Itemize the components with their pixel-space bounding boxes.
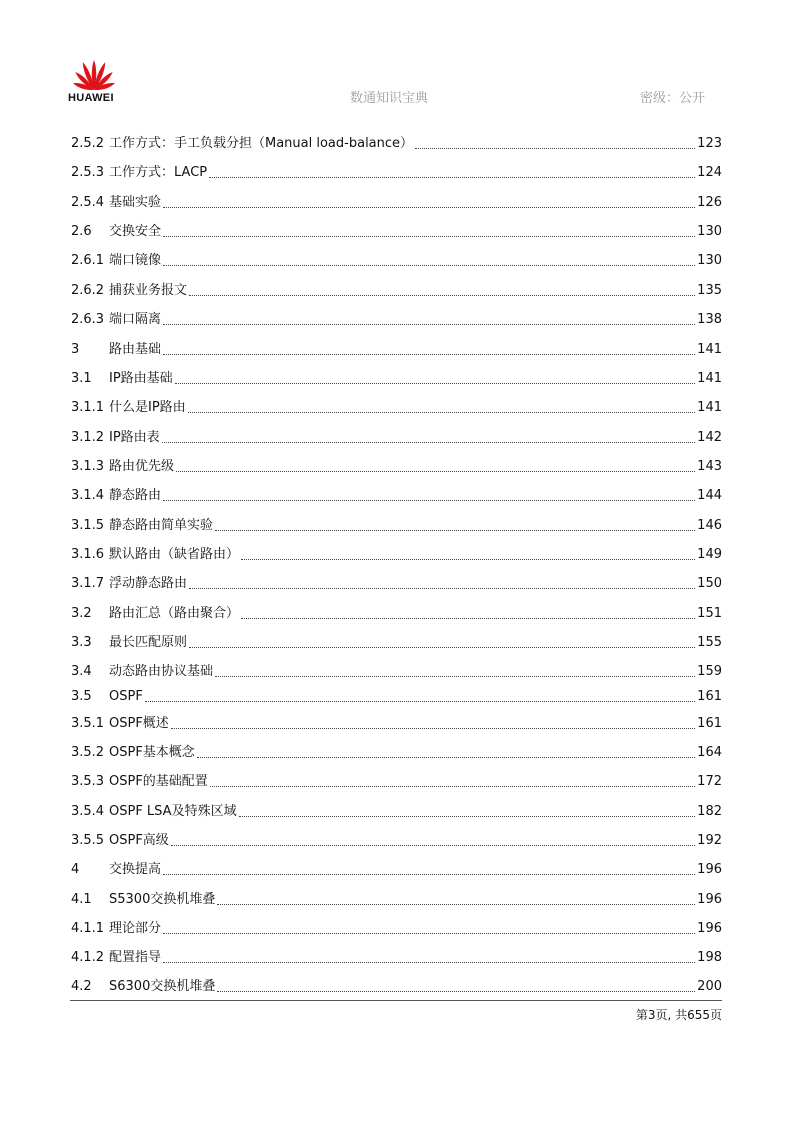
toc-entry[interactable]: [71, 134, 722, 154]
toc-entry-number: 3.1.4: [71, 488, 105, 503]
toc-entry-title: 捕获业务报文: [109, 283, 188, 298]
toc-entry[interactable]: [71, 545, 722, 565]
toc-entry-title: 配置指导: [109, 950, 162, 965]
toc-entry-title: 端口隔离: [109, 312, 162, 327]
toc-entry-title: 理论部分: [109, 921, 162, 936]
toc-dot-leader: [241, 558, 695, 560]
toc-dot-leader: [163, 206, 695, 208]
toc-entry[interactable]: [71, 222, 722, 242]
toc-entry[interactable]: [71, 831, 722, 851]
toc-entry[interactable]: [71, 802, 722, 822]
toc-entry-title: OSPF概述: [109, 716, 169, 731]
toc-entry-page: 164: [697, 745, 722, 760]
toc-dot-leader: [241, 617, 695, 619]
toc-entry-title: OSPF LSA及特殊区域: [109, 804, 237, 819]
toc-entry-title: 默认路由（缺省路由）: [109, 547, 240, 562]
toc-entry-page: 138: [697, 312, 722, 327]
toc-entry-page: 143: [697, 459, 722, 474]
toc-entry-page: 155: [697, 635, 722, 650]
toc-entry-title: IP路由基础: [109, 371, 173, 386]
toc-entry-title: 路由基础: [109, 342, 162, 357]
toc-dot-leader: [163, 264, 695, 266]
page-number: 第3页, 共655页: [635, 1008, 722, 1022]
toc-entry-title: OSPF高级: [109, 833, 169, 848]
toc-entry-title: OSPF: [109, 689, 143, 704]
toc-dot-leader: [189, 294, 695, 296]
toc-entry-page: 182: [697, 804, 722, 819]
toc-entry[interactable]: [71, 457, 722, 477]
toc-entry-number: 2.5.3: [71, 165, 105, 180]
toc-entry-page: 144: [697, 488, 722, 503]
toc-entry-number: 3.5.5: [71, 833, 105, 848]
toc-dot-leader: [163, 323, 695, 325]
toc-entry-title: IP路由表: [109, 430, 160, 445]
toc-entry-title: OSPF的基础配置: [109, 774, 208, 789]
toc-entry-number: 3.5: [71, 689, 92, 704]
toc-entry-title: 工作方式：LACP: [109, 165, 208, 180]
toc-entry-title: 动态路由协议基础: [109, 664, 214, 679]
toc-entry-page: 196: [697, 862, 722, 877]
toc-entry-page: 198: [697, 950, 722, 965]
toc-dot-leader: [189, 587, 695, 589]
toc-dot-leader: [163, 961, 695, 963]
toc-entry[interactable]: [71, 714, 722, 734]
toc-entry-title: 工作方式：手工负载分担（Manual load-balance）: [109, 136, 414, 151]
toc-dot-leader: [163, 873, 695, 875]
toc-entry-title: 最长匹配原则: [109, 635, 188, 650]
toc-entry-number: 2.6.2: [71, 283, 105, 298]
toc-entry-number: 4.1.1: [71, 921, 105, 936]
toc-entry-number: 3.1: [71, 371, 92, 386]
toc-entry[interactable]: [71, 772, 722, 792]
toc-entry-number: 2.6.1: [71, 253, 105, 268]
toc-entry[interactable]: [71, 486, 722, 506]
toc-dot-leader: [215, 675, 695, 677]
toc-entry[interactable]: [71, 919, 722, 939]
toc-entry-title: OSPF基本概念: [109, 745, 195, 760]
toc-entry-number: 3.2: [71, 606, 92, 621]
toc-entry-page: 172: [697, 774, 722, 789]
toc-entry-page: 200: [697, 979, 722, 994]
toc-entry[interactable]: [71, 193, 722, 213]
toc-entry-number: 3.5.3: [71, 774, 105, 789]
toc-entry-title: 什么是IP路由: [109, 400, 186, 415]
toc-entry-number: 2.5.2: [71, 136, 105, 151]
toc-entry-page: 151: [697, 606, 722, 621]
footer-divider: [70, 1000, 722, 1001]
toc-entry[interactable]: [71, 633, 722, 653]
toc-entry-page: 141: [697, 371, 722, 386]
toc-entry-page: 150: [697, 576, 722, 591]
toc-dot-leader: [217, 990, 695, 992]
toc-dot-leader: [175, 382, 695, 384]
toc-entry-number: 3.5.4: [71, 804, 105, 819]
toc-entry[interactable]: [71, 860, 722, 880]
toc-entry-page: 142: [697, 430, 722, 445]
toc-entry[interactable]: [71, 398, 722, 418]
logo-text: HUAWEI: [68, 92, 114, 104]
toc-entry[interactable]: [71, 948, 722, 968]
toc-entry[interactable]: [71, 516, 722, 536]
toc-entry-page: 146: [697, 518, 722, 533]
toc-entry-number: 3.1.1: [71, 400, 105, 415]
toc-entry-number: 3: [71, 342, 80, 357]
toc-entry-page: 149: [697, 547, 722, 562]
toc-entry[interactable]: [71, 743, 722, 763]
toc-entry[interactable]: [71, 310, 722, 330]
toc-dot-leader: [162, 441, 695, 443]
toc-entry[interactable]: [71, 163, 722, 183]
toc-entry-title: 路由优先级: [109, 459, 175, 474]
toc-entry-number: 4.1: [71, 892, 92, 907]
toc-dot-leader: [171, 844, 695, 846]
toc-entry[interactable]: [71, 340, 722, 360]
toc-entry-page: 141: [697, 342, 722, 357]
toc-dot-leader: [197, 756, 695, 758]
toc-entry[interactable]: [71, 369, 722, 389]
toc-dot-leader: [215, 529, 695, 531]
toc-dot-leader: [163, 353, 695, 355]
toc-dot-leader: [145, 700, 695, 702]
toc-entry-page: 130: [697, 224, 722, 239]
toc-dot-leader: [163, 499, 695, 501]
toc-entry[interactable]: [71, 687, 722, 707]
toc-entry-number: 3.4: [71, 664, 92, 679]
toc-entry-page: 123: [697, 136, 722, 151]
toc-entry[interactable]: [71, 428, 722, 448]
toc-entry-title: 基础实验: [109, 195, 162, 210]
toc-entry-number: 3.1.5: [71, 518, 105, 533]
toc-entry-page: 192: [697, 833, 722, 848]
toc-dot-leader: [189, 646, 695, 648]
toc-dot-leader: [209, 176, 695, 178]
toc-entry-page: 161: [697, 689, 722, 704]
toc-entry-title: 交换安全: [109, 224, 162, 239]
toc-dot-leader: [210, 785, 695, 787]
toc-entry-number: 3.3: [71, 635, 92, 650]
toc-dot-leader: [188, 411, 695, 413]
toc-dot-leader: [239, 815, 696, 817]
toc-entry-page: 159: [697, 664, 722, 679]
toc-entry-number: 4.2: [71, 979, 92, 994]
document-title: 数通知识宝典: [350, 91, 429, 106]
toc-entry-title: 静态路由: [109, 488, 162, 503]
toc-entry-title: 静态路由简单实验: [109, 518, 214, 533]
toc-entry-title: S5300交换机堆叠: [109, 892, 216, 907]
toc-entry[interactable]: [71, 604, 722, 624]
toc-entry-number: 2.6.3: [71, 312, 105, 327]
toc-dot-leader: [163, 235, 695, 237]
toc-entry-number: 3.5.1: [71, 716, 105, 731]
toc-entry-number: 2.5.4: [71, 195, 105, 210]
toc-entry-title: 交换提高: [109, 862, 162, 877]
toc-dot-leader: [176, 470, 695, 472]
toc-entry-page: 135: [697, 283, 722, 298]
toc-entry-page: 161: [697, 716, 722, 731]
toc-dot-leader: [415, 147, 695, 149]
toc-entry-number: 3.1.6: [71, 547, 105, 562]
toc-entry-number: 2.6: [71, 224, 92, 239]
toc-entry-page: 126: [697, 195, 722, 210]
toc-entry-page: 196: [697, 892, 722, 907]
classification-label: 密级：公开: [640, 91, 706, 106]
toc-dot-leader: [217, 903, 695, 905]
toc-dot-leader: [171, 727, 695, 729]
toc-entry-number: 3.1.2: [71, 430, 105, 445]
toc-entry-page: 196: [697, 921, 722, 936]
toc-entry-number: 4.1.2: [71, 950, 105, 965]
toc-dot-leader: [163, 932, 695, 934]
toc-entry-number: 4: [71, 862, 80, 877]
toc-entry-title: 路由汇总（路由聚合）: [109, 606, 240, 621]
toc-entry-number: 3.1.7: [71, 576, 105, 591]
toc-entry[interactable]: [71, 574, 722, 594]
toc-entry-title: 端口镜像: [109, 253, 162, 268]
toc-entry-title: 浮动静态路由: [109, 576, 188, 591]
toc-entry-page: 124: [697, 165, 722, 180]
toc-entry[interactable]: [71, 662, 722, 682]
toc-entry[interactable]: [71, 251, 722, 271]
toc-entry[interactable]: [71, 890, 722, 910]
toc-entry-title: S6300交换机堆叠: [109, 979, 216, 994]
toc-entry[interactable]: [71, 977, 722, 997]
toc-entry-number: 3.5.2: [71, 745, 105, 760]
toc-entry[interactable]: [71, 281, 722, 301]
toc-entry-page: 141: [697, 400, 722, 415]
toc-entry-number: 3.1.3: [71, 459, 105, 474]
toc-entry-page: 130: [697, 253, 722, 268]
